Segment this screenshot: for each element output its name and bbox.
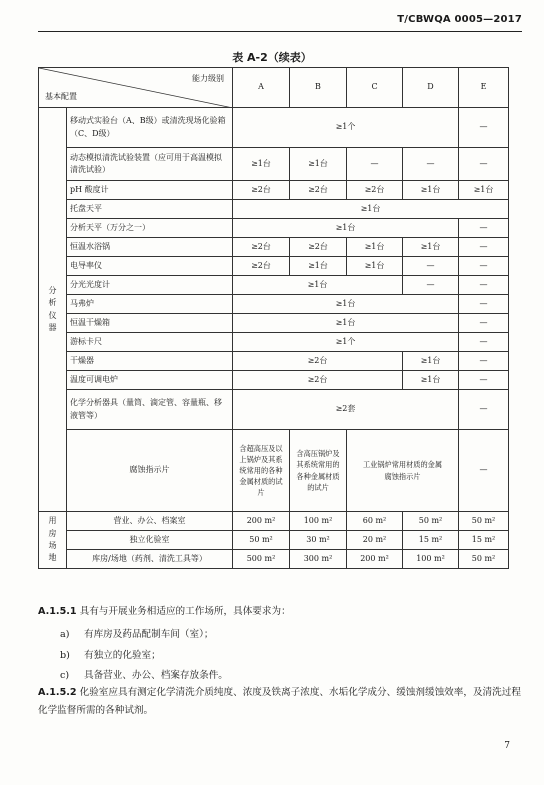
value-cell: — <box>459 148 509 181</box>
group-label-rooms: 用房场地 <box>39 512 67 569</box>
value-cell: — <box>459 257 509 276</box>
value-cell: 工业锅炉常用材质的金属腐蚀指示片 <box>347 430 459 512</box>
item-label: 电导率仪 <box>67 257 233 276</box>
value-cell: ≥1台 <box>233 219 459 238</box>
value-cell: ≥1台 <box>347 257 403 276</box>
value-cell: ≥1台 <box>290 148 347 181</box>
value-cell: 100 m² <box>403 550 459 569</box>
page-number: 7 <box>504 741 510 751</box>
table-row <box>39 512 509 531</box>
list-item <box>60 667 228 681</box>
value-cell: ≥2台 <box>290 238 347 257</box>
table-row <box>39 352 509 371</box>
table-row <box>39 276 509 295</box>
value-cell: 50 m² <box>459 512 509 531</box>
level-header-c: C <box>347 68 403 108</box>
header-basic-config: 基本配置 <box>45 91 77 101</box>
value-cell: 100 m² <box>290 512 347 531</box>
value-cell: ≥2台 <box>347 181 403 200</box>
item-label: 温度可调电炉 <box>67 371 233 390</box>
value-cell: ≥1台 <box>347 238 403 257</box>
table-row <box>39 550 509 569</box>
value-cell: — <box>403 276 459 295</box>
table-row <box>39 219 509 238</box>
table-title: 表 A-2（续表） <box>232 51 312 64</box>
value-cell: ≥2台 <box>233 238 290 257</box>
value-cell: — <box>459 430 509 512</box>
value-cell: — <box>403 148 459 181</box>
table-row <box>39 238 509 257</box>
value-cell: — <box>459 276 509 295</box>
document-id: T/CBWQA 0005—2017 <box>397 14 522 25</box>
table-row <box>39 430 509 512</box>
value-cell: ≥2套 <box>233 390 459 430</box>
diagonal-header-cell <box>39 68 233 108</box>
list-item <box>60 647 161 661</box>
clause-number: A.1.5.2 <box>38 687 77 698</box>
list-marker: b) <box>60 650 70 661</box>
value-cell: — <box>459 314 509 333</box>
clause-a152 <box>38 684 522 720</box>
value-cell: — <box>459 219 509 238</box>
item-label: 分光光度计 <box>67 276 233 295</box>
value-cell: 60 m² <box>347 512 403 531</box>
clause-text: 化验室应具有测定化学清洗介质纯度、浓度及铁离子浓度、水垢化学成分、缓蚀剂缓蚀效率，及清洗过程化学监督所需的各种试剂。 <box>38 687 521 717</box>
value-cell: 15 m² <box>459 531 509 550</box>
value-cell: 200 m² <box>233 512 290 531</box>
table-row <box>39 148 509 181</box>
configuration-table <box>38 67 509 569</box>
value-cell: — <box>459 371 509 390</box>
table-row <box>39 314 509 333</box>
value-cell: ≥2台 <box>233 352 403 371</box>
value-cell: ≥1台 <box>233 148 290 181</box>
level-header-e: E <box>459 68 509 108</box>
list-marker: c) <box>60 670 70 681</box>
value-cell: — <box>403 257 459 276</box>
value-cell: 50 m² <box>459 550 509 569</box>
value-cell: 200 m² <box>347 550 403 569</box>
value-cell: 50 m² <box>403 512 459 531</box>
table-row <box>39 200 509 219</box>
level-header-b: B <box>290 68 347 108</box>
value-cell: — <box>459 108 509 148</box>
value-cell: ≥1台 <box>233 295 459 314</box>
item-label: 恒温水浴锅 <box>67 238 233 257</box>
header-capability-level: 能力级别 <box>192 74 224 83</box>
value-cell: — <box>459 352 509 371</box>
value-cell: ≥1台 <box>233 200 509 219</box>
item-label: 托盘天平 <box>67 200 233 219</box>
item-label: 营业、办公、档案室 <box>67 512 233 531</box>
item-label: 化学分析器具（量筒、滴定管、容量瓶、移液管等） <box>67 390 233 430</box>
item-label: 移动式实验台（A、B级）或清洗现场化验箱（C、D级） <box>67 108 233 148</box>
value-cell: ≥1台 <box>403 238 459 257</box>
table-row <box>39 390 509 430</box>
item-label: 游标卡尺 <box>67 333 233 352</box>
table-row <box>39 531 509 550</box>
value-cell: ≥1台 <box>403 371 459 390</box>
list-item <box>60 626 214 640</box>
value-cell: ≥2台 <box>290 181 347 200</box>
value-cell: 含高压锅炉及其系统常用的各种金属材质的试片 <box>290 430 347 512</box>
item-label: 恒温干燥箱 <box>67 314 233 333</box>
value-cell: ≥2台 <box>233 181 290 200</box>
value-cell: 500 m² <box>233 550 290 569</box>
value-cell: — <box>459 390 509 430</box>
item-label: 动态模拟清洗试验装置（应可用于高温模拟清洗试验） <box>67 148 233 181</box>
value-cell: ≥1台 <box>459 181 509 200</box>
level-header-a: A <box>233 68 290 108</box>
value-cell: — <box>459 238 509 257</box>
table-row <box>39 295 509 314</box>
clause-a151 <box>38 603 522 621</box>
value-cell: ≥1台 <box>233 314 459 333</box>
value-cell: — <box>459 295 509 314</box>
item-label: 干燥器 <box>67 352 233 371</box>
value-cell: — <box>347 148 403 181</box>
list-text: 有库房及药品配制车间（室）； <box>84 629 214 640</box>
table-row <box>39 333 509 352</box>
value-cell: ≥1台 <box>403 352 459 371</box>
value-cell: 20 m² <box>347 531 403 550</box>
value-cell: 50 m² <box>233 531 290 550</box>
table-row <box>39 371 509 390</box>
value-cell: ≥1台 <box>290 257 347 276</box>
item-label: 腐蚀指示片 <box>67 430 233 512</box>
value-cell: 30 m² <box>290 531 347 550</box>
value-cell: ≥1台 <box>403 181 459 200</box>
value-cell: ≥1台 <box>233 276 403 295</box>
value-cell: 含超高压及以上锅炉及其系统常用的各种金属材质的试片 <box>233 430 290 512</box>
value-cell: ≥2台 <box>233 371 403 390</box>
value-cell: ≥1个 <box>233 333 459 352</box>
list-text: 有独立的化验室； <box>84 650 161 661</box>
item-label: 库房/场地（药剂、清洗工具等） <box>67 550 233 569</box>
value-cell: 300 m² <box>290 550 347 569</box>
value-cell: ≥1个 <box>233 108 459 148</box>
item-label: 独立化验室 <box>67 531 233 550</box>
item-label: 马弗炉 <box>67 295 233 314</box>
table-header-row <box>39 68 509 108</box>
level-header-d: D <box>403 68 459 108</box>
value-cell: — <box>459 333 509 352</box>
table-row <box>39 257 509 276</box>
item-label: 分析天平（万分之一） <box>67 219 233 238</box>
list-text: 具备营业、办公、档案存放条件。 <box>84 670 228 681</box>
table-row <box>39 181 509 200</box>
group-label-analysis: 分析仪器 <box>39 108 67 512</box>
value-cell: 15 m² <box>403 531 459 550</box>
table-row <box>39 108 509 148</box>
item-label: pH 酸度计 <box>67 181 233 200</box>
value-cell: ≥2台 <box>233 257 290 276</box>
clause-text: 具有与开展业务相适应的工作场所，具体要求为： <box>79 606 291 617</box>
list-marker: a) <box>60 629 70 640</box>
header-rule <box>38 31 522 32</box>
clause-number: A.1.5.1 <box>38 606 77 617</box>
